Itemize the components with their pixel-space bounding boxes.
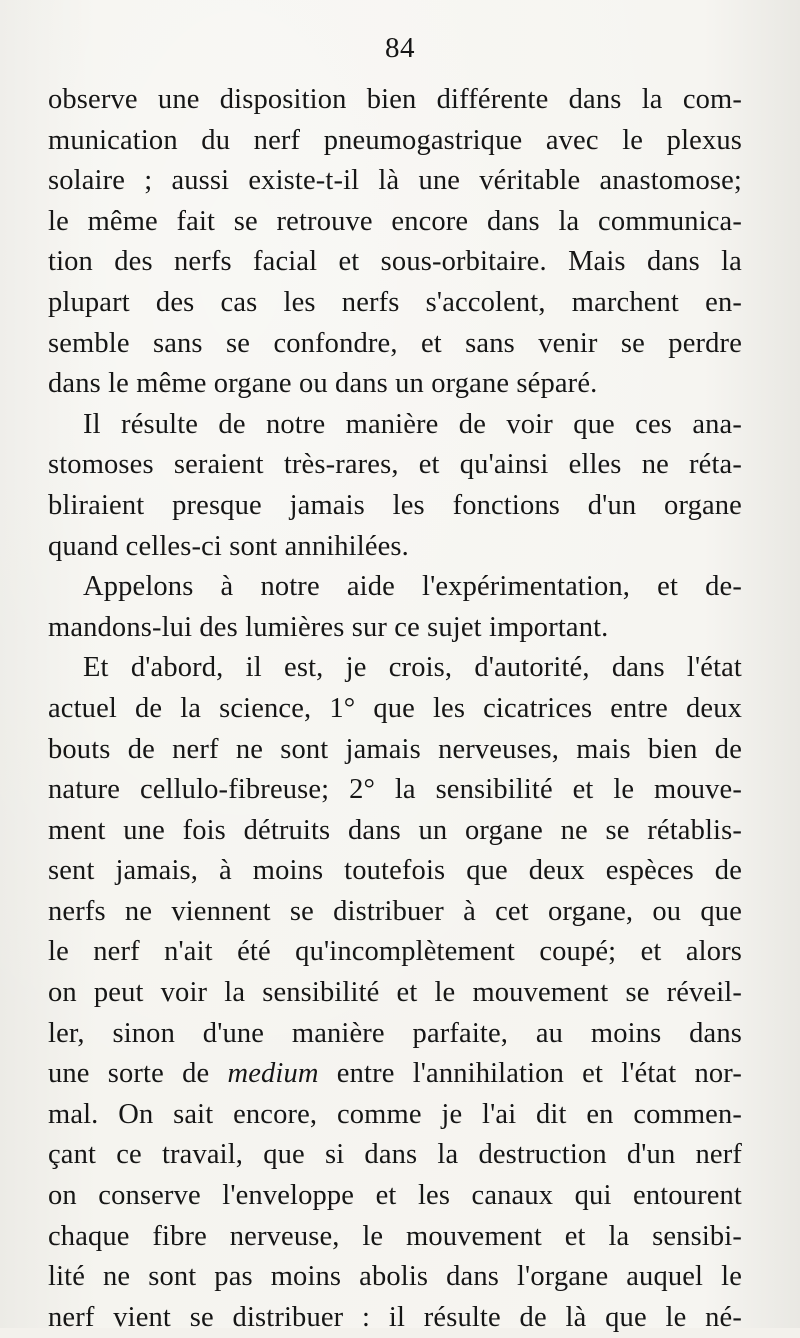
body-text: [48, 80, 742, 1338]
text-line: quand celles-ci sont annihilées.: [48, 530, 409, 562]
text-line: le même fait se retrouve encore dans la communica-: [48, 205, 742, 237]
text-line: nerf vient se distribuer : il résulte de là que le né-: [48, 1301, 742, 1333]
text-line: Et d'abord, il est, je crois, d'autorité, dans l'état: [83, 652, 742, 684]
text-line: stomoses seraient très-rares, et qu'ainsi elles ne réta-: [48, 449, 742, 481]
text-line: le nerf n'ait été qu'incomplètement coupé; et alors: [48, 936, 742, 968]
text-line: plupart des cas les nerfs s'accolent, marchent en-: [48, 286, 742, 318]
text-line: chaque fibre nerveuse, le mouvement et la sensibi-: [48, 1220, 742, 1252]
text-line: bliraient presque jamais les fonctions d'un organe: [48, 489, 742, 521]
text-line: Il résulte de notre manière de voir que ces ana-: [83, 408, 742, 440]
text-line: munication du nerf pneumogastrique avec le plexus: [48, 124, 742, 156]
text-segment: une sorte de: [48, 1058, 228, 1090]
text-line: [48, 1054, 742, 1095]
text-line: solaire ; aussi existe-t-il là une véritable anastomose;: [48, 165, 742, 197]
text-line: mal. On sait encore, comme je l'ai dit en commen-: [48, 1098, 742, 1130]
text-line: Appelons à notre aide l'expérimentation, et de-: [83, 571, 742, 603]
text-line: çant ce travail, que si dans la destruction d'un nerf: [48, 1139, 742, 1171]
text-line: semble sans se confondre, et sans venir se perdre: [48, 327, 742, 359]
text-line: bouts de nerf ne sont jamais nerveuses, mais bien de: [48, 733, 742, 765]
text-line: sent jamais, à moins toutefois que deux espèces de: [48, 855, 742, 887]
text-line: mandons-lui des lumières sur ce sujet important.: [48, 611, 609, 643]
text-line: nature cellulo-fibreuse; 2° la sensibilité et le mouve-: [48, 774, 742, 806]
page-number: 84: [385, 32, 415, 64]
text-line: lité ne sont pas moins abolis dans l'organe auquel le: [48, 1261, 742, 1293]
text-line: dans le même organe ou dans un organe séparé.: [48, 368, 598, 400]
text-segment: entre l'annihilation et l'état nor-: [318, 1058, 742, 1090]
text-line: observe une disposition bien différente dans la com-: [48, 84, 742, 115]
text-line: ment une fois détruits dans un organe ne se rétablis-: [48, 814, 742, 846]
text-line: on conserve l'enveloppe et les canaux qui entourent: [48, 1180, 742, 1212]
text-line: actuel de la science, 1° que les cicatrices entre deux: [48, 692, 742, 724]
italic-term: medium: [227, 1058, 319, 1090]
text-line: tion des nerfs facial et sous-orbitaire. Mais dans la: [48, 246, 742, 278]
text-line: on peut voir la sensibilité et le mouvement se réveil-: [48, 977, 742, 1009]
text-line: ler, sinon d'une manière parfaite, au moins dans: [48, 1017, 742, 1049]
text-line: nerfs ne viennent se distribuer à cet organe, ou que: [48, 895, 742, 927]
